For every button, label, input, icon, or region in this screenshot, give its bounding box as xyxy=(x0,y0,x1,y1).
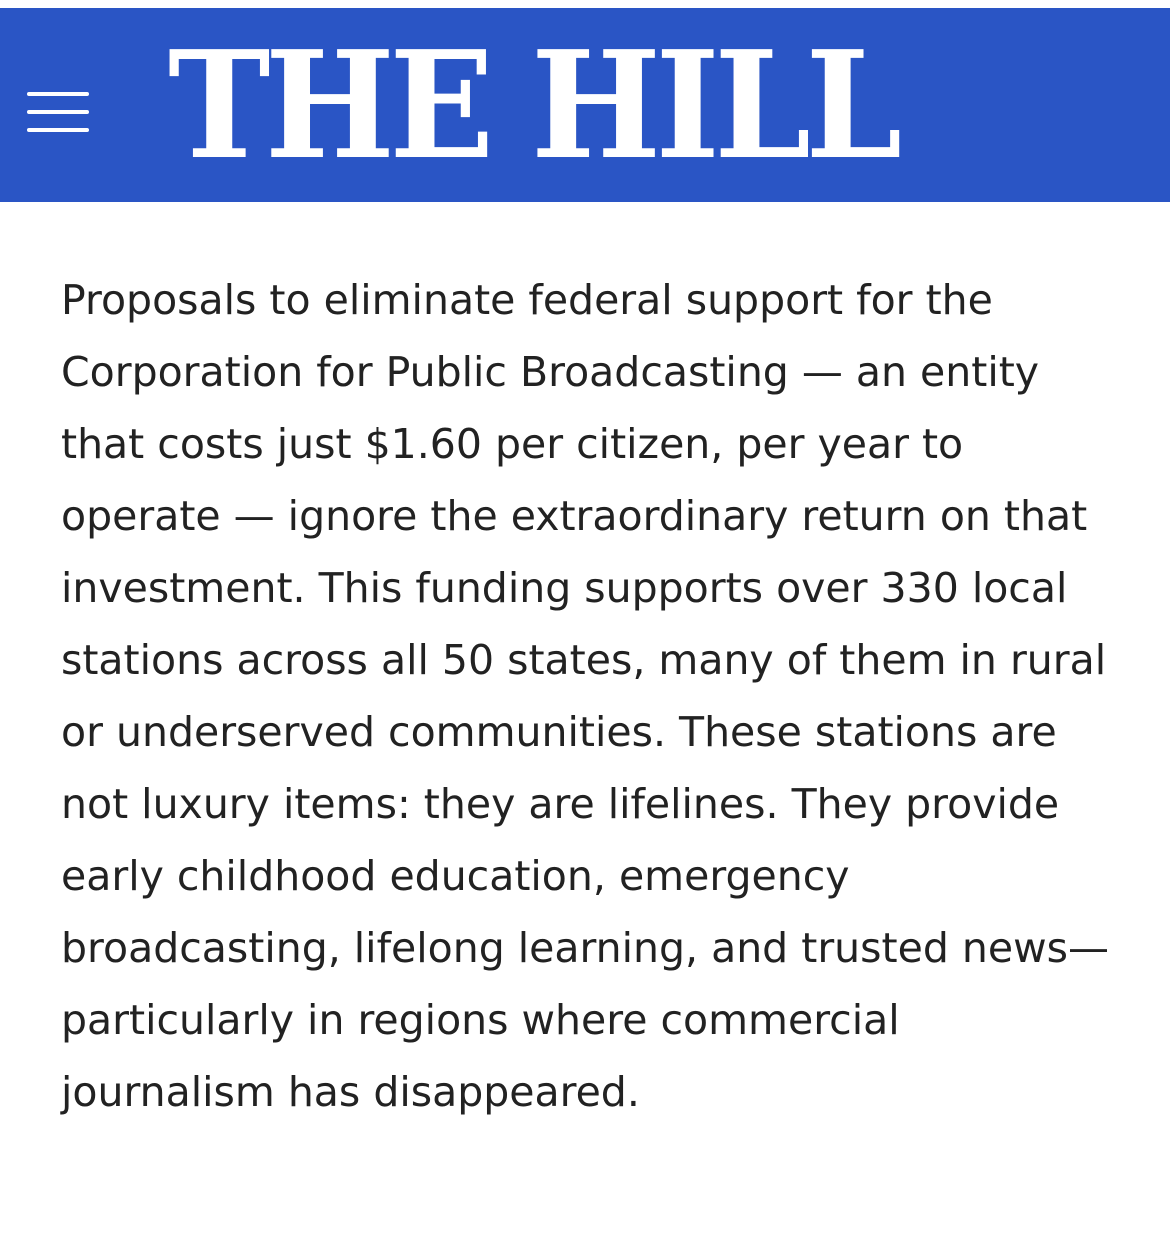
hamburger-menu-icon[interactable] xyxy=(22,80,94,148)
menu-bar-middle xyxy=(27,110,89,114)
site-header xyxy=(0,8,1170,202)
the-hill-logo[interactable]: THE HILL xyxy=(168,18,897,192)
article-paragraph: Proposals to eliminate federal support for the Corporation for Public Broadcasting — an entity that costs just $1.60 per citizen, per year to operate — ignore the extraordinary return on that investment. This funding supports over 330 local stations across all 50 states, many of them in rural or underserved communities. These stations are not luxury items: they are lifelines. They provide early childhood education, emergency broadcasting, lifelong learning, and trusted news— particularly in regions where commercial journalism has disappeared. xyxy=(61,276,1109,1116)
menu-bar-bottom xyxy=(27,128,89,132)
menu-bar-top xyxy=(27,92,89,96)
